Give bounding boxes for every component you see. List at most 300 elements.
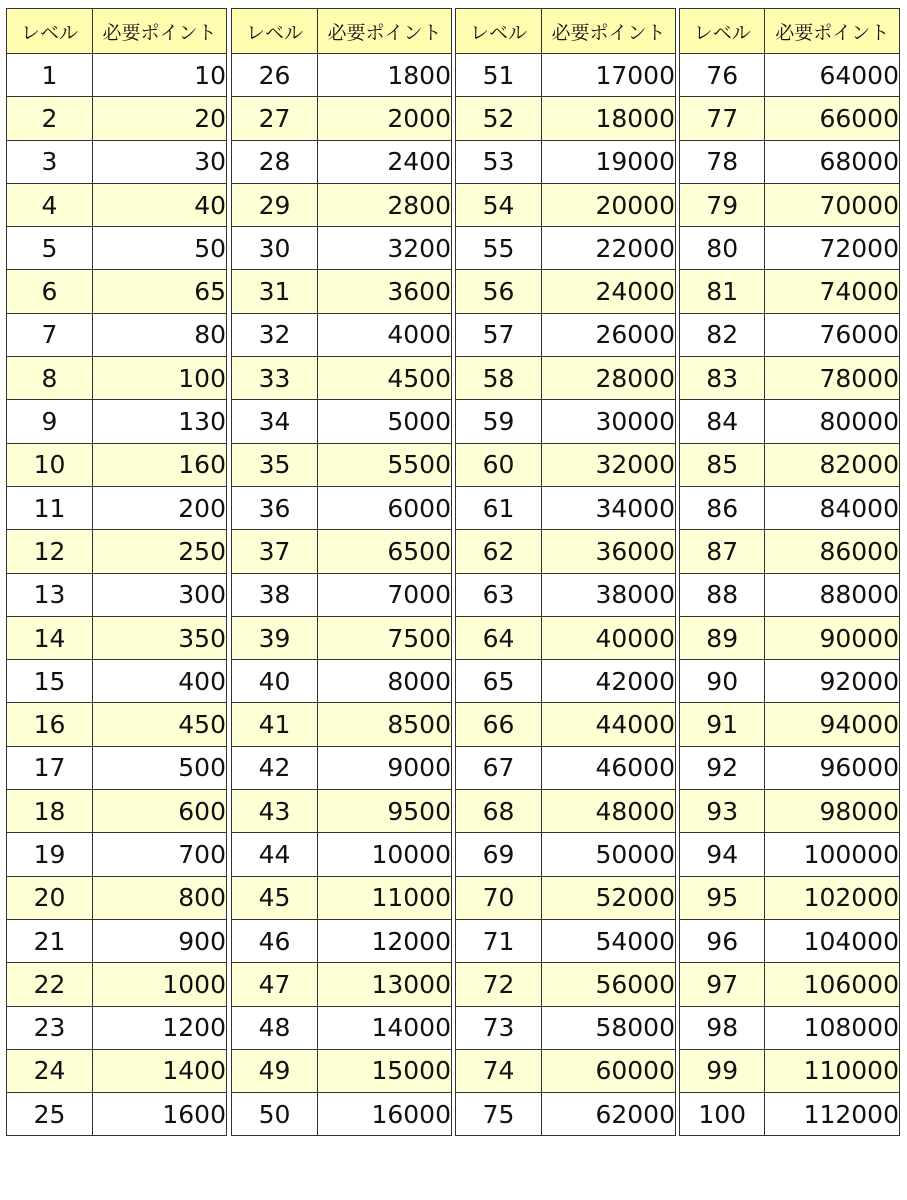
points-cell: 80000 (765, 400, 900, 443)
table-row (680, 963, 900, 1006)
level-cell: 11 (7, 486, 93, 529)
points-cell: 9000 (318, 746, 452, 789)
level-cell: 15 (7, 660, 93, 703)
table-row (232, 703, 452, 746)
points-cell: 34000 (542, 486, 676, 529)
points-cell: 1600 (93, 1093, 227, 1136)
level-cell: 84 (680, 400, 765, 443)
table-row (456, 270, 676, 313)
table-row (7, 790, 227, 833)
points-cell: 9500 (318, 790, 452, 833)
table-row (7, 616, 227, 659)
level-cell: 83 (680, 357, 765, 400)
level-table-1 (6, 8, 227, 1136)
level-cell: 34 (232, 400, 318, 443)
table-row (7, 1049, 227, 1092)
points-cell: 50000 (542, 833, 676, 876)
level-cell: 48 (232, 1006, 318, 1049)
points-cell: 900 (93, 919, 227, 962)
table-row (680, 54, 900, 97)
level-cell: 36 (232, 486, 318, 529)
points-cell: 64000 (765, 54, 900, 97)
points-cell: 2800 (318, 183, 452, 226)
points-cell: 700 (93, 833, 227, 876)
level-cell: 49 (232, 1049, 318, 1092)
points-cell: 2400 (318, 140, 452, 183)
level-cell: 59 (456, 400, 542, 443)
level-cell: 19 (7, 833, 93, 876)
table-row (232, 54, 452, 97)
points-cell: 46000 (542, 746, 676, 789)
table-row (232, 140, 452, 183)
level-cell: 89 (680, 616, 765, 659)
level-cell: 25 (7, 1093, 93, 1136)
points-cell: 100 (93, 357, 227, 400)
table-row (680, 486, 900, 529)
table-row (232, 790, 452, 833)
level-cell: 100 (680, 1093, 765, 1136)
level-cell: 53 (456, 140, 542, 183)
level-cell: 55 (456, 227, 542, 270)
table-row (456, 573, 676, 616)
level-cell: 30 (232, 227, 318, 270)
level-cell: 92 (680, 746, 765, 789)
points-cell: 84000 (765, 486, 900, 529)
level-cell: 81 (680, 270, 765, 313)
points-cell: 16000 (318, 1093, 452, 1136)
points-cell: 11000 (318, 876, 452, 919)
level-cell: 16 (7, 703, 93, 746)
table-row (680, 703, 900, 746)
table-row (456, 97, 676, 140)
level-cell: 87 (680, 530, 765, 573)
table-row (680, 790, 900, 833)
level-cell: 4 (7, 183, 93, 226)
level-cell: 28 (232, 140, 318, 183)
level-cell: 33 (232, 357, 318, 400)
points-cell: 28000 (542, 357, 676, 400)
points-cell: 24000 (542, 270, 676, 313)
level-cell: 78 (680, 140, 765, 183)
points-cell: 56000 (542, 963, 676, 1006)
level-cell: 86 (680, 486, 765, 529)
table-row (456, 313, 676, 356)
table-row (7, 486, 227, 529)
points-cell: 100000 (765, 833, 900, 876)
level-header: レベル (232, 9, 318, 54)
table-row (232, 313, 452, 356)
table-row (680, 876, 900, 919)
points-cell: 36000 (542, 530, 676, 573)
level-cell: 71 (456, 919, 542, 962)
table-row (232, 963, 452, 1006)
level-cell: 20 (7, 876, 93, 919)
points-cell: 2000 (318, 97, 452, 140)
level-cell: 10 (7, 443, 93, 486)
table-row (7, 963, 227, 1006)
level-cell: 91 (680, 703, 765, 746)
level-cell: 63 (456, 573, 542, 616)
table-row (232, 486, 452, 529)
points-cell: 7500 (318, 616, 452, 659)
points-cell: 110000 (765, 1049, 900, 1092)
level-cell: 7 (7, 313, 93, 356)
points-cell: 300 (93, 573, 227, 616)
table-row (7, 357, 227, 400)
points-header: 必要ポイント (542, 9, 676, 54)
level-cell: 79 (680, 183, 765, 226)
level-cell: 51 (456, 54, 542, 97)
level-cell: 85 (680, 443, 765, 486)
points-cell: 1800 (318, 54, 452, 97)
points-cell: 6000 (318, 486, 452, 529)
table-row (232, 270, 452, 313)
table-row (232, 660, 452, 703)
table-row (456, 790, 676, 833)
points-cell: 3600 (318, 270, 452, 313)
points-cell: 98000 (765, 790, 900, 833)
points-cell: 74000 (765, 270, 900, 313)
points-cell: 7000 (318, 573, 452, 616)
level-cell: 72 (456, 963, 542, 1006)
level-cell: 99 (680, 1049, 765, 1092)
table-row (232, 833, 452, 876)
level-cell: 94 (680, 833, 765, 876)
table-row (232, 1049, 452, 1092)
points-header: 必要ポイント (765, 9, 900, 54)
table-row (7, 270, 227, 313)
table-row (456, 1049, 676, 1092)
points-header: 必要ポイント (318, 9, 452, 54)
level-cell: 5 (7, 227, 93, 270)
points-cell: 18000 (542, 97, 676, 140)
level-cell: 64 (456, 616, 542, 659)
points-cell: 450 (93, 703, 227, 746)
table-row (7, 530, 227, 573)
level-header: レベル (680, 9, 765, 54)
points-cell: 26000 (542, 313, 676, 356)
level-cell: 31 (232, 270, 318, 313)
level-cell: 8 (7, 357, 93, 400)
table-row (680, 660, 900, 703)
level-cell: 56 (456, 270, 542, 313)
points-cell: 30 (93, 140, 227, 183)
level-header: レベル (7, 9, 93, 54)
points-cell: 102000 (765, 876, 900, 919)
header-row (232, 9, 452, 54)
points-cell: 112000 (765, 1093, 900, 1136)
points-header: 必要ポイント (93, 9, 227, 54)
points-cell: 3200 (318, 227, 452, 270)
table-row (7, 400, 227, 443)
table-row (232, 443, 452, 486)
level-cell: 75 (456, 1093, 542, 1136)
points-cell: 15000 (318, 1049, 452, 1092)
table-row (456, 660, 676, 703)
points-cell: 60000 (542, 1049, 676, 1092)
table-row (232, 1006, 452, 1049)
table-row (680, 530, 900, 573)
level-cell: 43 (232, 790, 318, 833)
table-row (7, 660, 227, 703)
level-table-3 (455, 8, 676, 1136)
points-cell: 14000 (318, 1006, 452, 1049)
level-cell: 52 (456, 97, 542, 140)
points-cell: 80 (93, 313, 227, 356)
table-row (456, 746, 676, 789)
points-cell: 500 (93, 746, 227, 789)
points-cell: 4500 (318, 357, 452, 400)
level-cell: 47 (232, 963, 318, 1006)
table-row (7, 227, 227, 270)
table-row (680, 313, 900, 356)
points-cell: 108000 (765, 1006, 900, 1049)
points-cell: 78000 (765, 357, 900, 400)
table-row (232, 919, 452, 962)
level-cell: 58 (456, 357, 542, 400)
table-row (680, 443, 900, 486)
level-cell: 60 (456, 443, 542, 486)
points-cell: 600 (93, 790, 227, 833)
table-row (456, 54, 676, 97)
table-row (456, 486, 676, 529)
level-cell: 93 (680, 790, 765, 833)
level-cell: 70 (456, 876, 542, 919)
level-cell: 22 (7, 963, 93, 1006)
table-row (7, 183, 227, 226)
level-table-4 (679, 8, 900, 1136)
level-cell: 67 (456, 746, 542, 789)
level-cell: 3 (7, 140, 93, 183)
table-row (456, 357, 676, 400)
table-row (7, 54, 227, 97)
points-cell: 130 (93, 400, 227, 443)
table-row (456, 1093, 676, 1136)
level-cell: 13 (7, 573, 93, 616)
header-row (680, 9, 900, 54)
points-cell: 44000 (542, 703, 676, 746)
level-cell: 37 (232, 530, 318, 573)
level-cell: 95 (680, 876, 765, 919)
level-cell: 39 (232, 616, 318, 659)
level-cell: 76 (680, 54, 765, 97)
table-row (232, 616, 452, 659)
points-cell: 12000 (318, 919, 452, 962)
points-cell: 88000 (765, 573, 900, 616)
table-row (680, 833, 900, 876)
level-cell: 61 (456, 486, 542, 529)
level-cell: 18 (7, 790, 93, 833)
table-row (232, 746, 452, 789)
table-row (456, 227, 676, 270)
level-cell: 44 (232, 833, 318, 876)
points-cell: 5500 (318, 443, 452, 486)
points-cell: 76000 (765, 313, 900, 356)
points-cell: 350 (93, 616, 227, 659)
table-row (7, 313, 227, 356)
table-row (7, 703, 227, 746)
table-row (232, 530, 452, 573)
table-row (680, 919, 900, 962)
level-header: レベル (456, 9, 542, 54)
points-cell: 1400 (93, 1049, 227, 1092)
level-cell: 2 (7, 97, 93, 140)
points-cell: 52000 (542, 876, 676, 919)
table-row (680, 1093, 900, 1136)
table-row (680, 616, 900, 659)
level-cell: 68 (456, 790, 542, 833)
level-cell: 97 (680, 963, 765, 1006)
table-row (456, 400, 676, 443)
level-cell: 98 (680, 1006, 765, 1049)
level-cell: 35 (232, 443, 318, 486)
points-cell: 160 (93, 443, 227, 486)
level-cell: 82 (680, 313, 765, 356)
table-row (456, 183, 676, 226)
level-cell: 14 (7, 616, 93, 659)
points-cell: 58000 (542, 1006, 676, 1049)
table-row (7, 1006, 227, 1049)
points-cell: 90000 (765, 616, 900, 659)
table-row (232, 357, 452, 400)
level-cell: 42 (232, 746, 318, 789)
table-row (680, 183, 900, 226)
points-cell: 32000 (542, 443, 676, 486)
level-cell: 24 (7, 1049, 93, 1092)
table-row (456, 876, 676, 919)
points-cell: 106000 (765, 963, 900, 1006)
table-row (232, 573, 452, 616)
points-cell: 5000 (318, 400, 452, 443)
points-cell: 54000 (542, 919, 676, 962)
points-cell: 70000 (765, 183, 900, 226)
level-cell: 88 (680, 573, 765, 616)
level-cell: 1 (7, 54, 93, 97)
table-row (680, 746, 900, 789)
points-cell: 96000 (765, 746, 900, 789)
table-row (7, 746, 227, 789)
table-row (7, 876, 227, 919)
points-cell: 72000 (765, 227, 900, 270)
points-cell: 13000 (318, 963, 452, 1006)
table-row (7, 919, 227, 962)
table-row (680, 227, 900, 270)
table-row (680, 1006, 900, 1049)
level-cell: 38 (232, 573, 318, 616)
points-cell: 1000 (93, 963, 227, 1006)
table-row (232, 97, 452, 140)
points-cell: 20 (93, 97, 227, 140)
table-row (680, 1049, 900, 1092)
points-cell: 40 (93, 183, 227, 226)
level-cell: 17 (7, 746, 93, 789)
table-row (456, 833, 676, 876)
points-cell: 48000 (542, 790, 676, 833)
table-row (680, 357, 900, 400)
level-cell: 27 (232, 97, 318, 140)
table-row (680, 270, 900, 313)
points-cell: 10000 (318, 833, 452, 876)
points-cell: 17000 (542, 54, 676, 97)
table-row (7, 443, 227, 486)
table-row (456, 140, 676, 183)
table-row (232, 183, 452, 226)
table-row (680, 97, 900, 140)
points-cell: 8000 (318, 660, 452, 703)
points-cell: 50 (93, 227, 227, 270)
points-cell: 104000 (765, 919, 900, 962)
level-cell: 9 (7, 400, 93, 443)
level-cell: 66 (456, 703, 542, 746)
table-row (232, 400, 452, 443)
level-cell: 96 (680, 919, 765, 962)
table-row (456, 616, 676, 659)
table-row (232, 1093, 452, 1136)
points-cell: 86000 (765, 530, 900, 573)
points-cell: 92000 (765, 660, 900, 703)
points-cell: 94000 (765, 703, 900, 746)
level-cell: 41 (232, 703, 318, 746)
level-cell: 29 (232, 183, 318, 226)
points-cell: 250 (93, 530, 227, 573)
points-cell: 19000 (542, 140, 676, 183)
points-cell: 62000 (542, 1093, 676, 1136)
points-cell: 800 (93, 876, 227, 919)
points-cell: 4000 (318, 313, 452, 356)
level-table-2 (231, 8, 452, 1136)
table-row (232, 227, 452, 270)
level-cell: 21 (7, 919, 93, 962)
points-cell: 200 (93, 486, 227, 529)
table-row (456, 963, 676, 1006)
table-row (456, 1006, 676, 1049)
level-cell: 26 (232, 54, 318, 97)
table-row (7, 140, 227, 183)
table-row (456, 530, 676, 573)
level-cell: 69 (456, 833, 542, 876)
level-cell: 40 (232, 660, 318, 703)
level-cell: 80 (680, 227, 765, 270)
points-cell: 82000 (765, 443, 900, 486)
level-cell: 54 (456, 183, 542, 226)
points-cell: 65 (93, 270, 227, 313)
level-cell: 46 (232, 919, 318, 962)
points-cell: 30000 (542, 400, 676, 443)
level-cell: 23 (7, 1006, 93, 1049)
table-row (456, 919, 676, 962)
level-cell: 6 (7, 270, 93, 313)
table-row (7, 1093, 227, 1136)
level-cell: 57 (456, 313, 542, 356)
points-cell: 68000 (765, 140, 900, 183)
table-row (680, 140, 900, 183)
table-row (7, 833, 227, 876)
table-row (232, 876, 452, 919)
table-row (456, 443, 676, 486)
level-cell: 90 (680, 660, 765, 703)
points-cell: 8500 (318, 703, 452, 746)
points-cell: 66000 (765, 97, 900, 140)
table-row (680, 573, 900, 616)
points-cell: 1200 (93, 1006, 227, 1049)
table-row (456, 703, 676, 746)
level-cell: 74 (456, 1049, 542, 1092)
level-cell: 50 (232, 1093, 318, 1136)
points-cell: 400 (93, 660, 227, 703)
level-cell: 65 (456, 660, 542, 703)
points-cell: 42000 (542, 660, 676, 703)
points-cell: 22000 (542, 227, 676, 270)
